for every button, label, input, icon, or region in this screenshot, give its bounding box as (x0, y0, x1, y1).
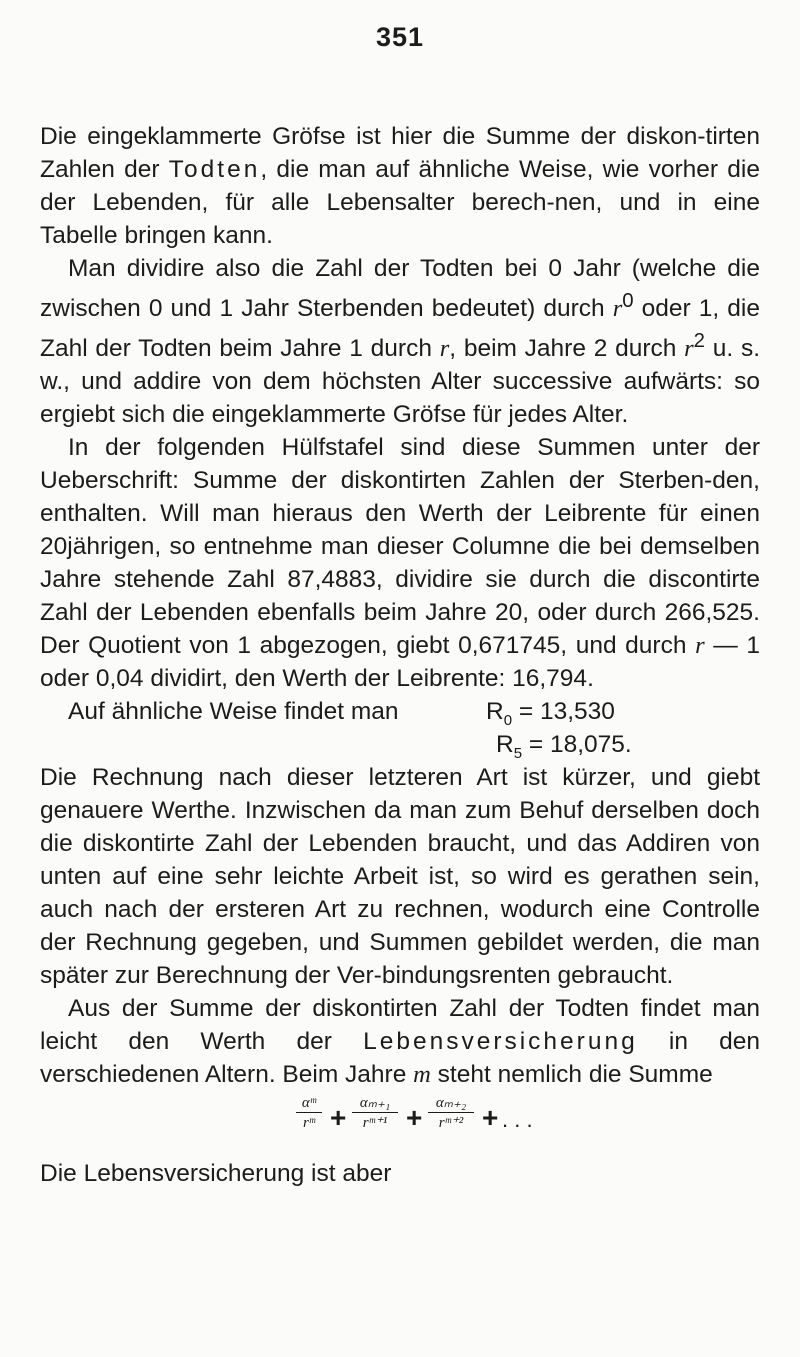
page-number: 351 (375, 22, 425, 52)
para3-r: r (695, 632, 705, 660)
paragraph-2 (40, 252, 760, 431)
term-1-denominator: rᵐ (302, 1115, 316, 1132)
series-formula (40, 1091, 760, 1157)
equation-r0-line (40, 695, 760, 728)
equation-intro: Auf ähnliche Weise findet man (68, 698, 399, 726)
r5-subscript: 5 (513, 745, 523, 763)
para2-text-a: Man dividire also die Zahl der Todten bei 0 Jahr (welche die zwischen 0 und 1 Jahr Sterbenden bedeutet) durch (40, 255, 760, 323)
closing-line: Die Lebensversicherung ist aber (40, 1160, 392, 1188)
para2-r-2: r (439, 335, 450, 363)
para2-sup0: 0 (622, 290, 634, 312)
para1-text-a: Die eingeklammerte Gröfse ist hier die Summe der diskon-tirten Zahlen der (40, 123, 760, 183)
para3-text-b: — 1 oder 0,04 dividirt, den Werth der Leibrente: 16,794. (40, 632, 760, 693)
fraction-term-1 (296, 1095, 322, 1131)
equation-r5 (496, 728, 632, 770)
para2-text-d: u. s. w., und addire von dem höchsten Alter successive aufwärts: so ergiebt sich die eingeklammerte Gröfse für jedes Alter. (40, 335, 760, 429)
term-2-denominator: rᵐ⁺¹ (362, 1115, 388, 1132)
para5-m: m (413, 1061, 431, 1089)
r0-symbol: R (486, 698, 504, 726)
r0-value: = 13,530 (512, 698, 615, 726)
paragraph-5 (40, 992, 760, 1091)
para2-text-b: oder 1, die Zahl der Todten beim Jahre 1 durch (40, 295, 760, 363)
paragraph-1 (40, 120, 760, 252)
page-body (40, 120, 760, 1190)
para2-text-c: , beim Jahre 2 durch (449, 335, 685, 363)
r0-subscript: 0 (503, 712, 513, 730)
r5-value: = 18,075. (522, 731, 632, 759)
para1-text-b: , die man auf ähnliche Weise, wie vorher die der Lebenden, für alle Lebensalter berech-nen, und in eine Tabelle bringen kann. (40, 156, 760, 249)
term-1-numerator: αᵐ (301, 1095, 317, 1112)
para2-r: r (612, 295, 623, 323)
term-3-denominator: rᵐ⁺² (438, 1115, 464, 1132)
fraction-term-3 (428, 1095, 474, 1131)
term-3-numerator: αₘ₊₂ (435, 1095, 467, 1112)
para5-text-b: in den verschiedenen Altern. Beim Jahre (40, 1028, 761, 1089)
para1-emph: Todten (168, 156, 261, 183)
equation-r5-line (40, 728, 760, 761)
para5-text-c: steht nemlich die Summe (430, 1061, 713, 1089)
para5-text-a: Aus der Summe der diskontirten Zahl der Todten findet man leicht den Werth der (40, 995, 760, 1056)
paragraph-3 (40, 431, 760, 695)
fraction-term-2 (352, 1095, 398, 1131)
plus-sign-1: + (330, 1102, 347, 1134)
term-2-numerator: αₘ₊₁ (359, 1095, 391, 1112)
fraction-bar (428, 1112, 474, 1113)
fraction-bar (352, 1112, 398, 1113)
para2-sup2: 2 (693, 330, 706, 353)
ellipsis: . . . (502, 1107, 533, 1133)
plus-sign-3: + (482, 1102, 499, 1134)
r5-symbol: R (496, 731, 514, 759)
fraction-bar (296, 1112, 322, 1113)
para5-emph: Lebensversicherung (363, 1028, 638, 1056)
plus-sign-2: + (406, 1102, 423, 1134)
para2-r-3: r (684, 335, 694, 363)
para3-text-a: In der folgenden Hülfstafel sind diese Summen unter der Ueberschrift: Summe der diskontirten Zahlen der Sterben-den, enthalten. Will man hieraus den Werth der Leibrente für einen 20jährigen, so entnehme man dieser Columne die bei demselben Jahre stehende Zahl 87,4883, dividire sie durch die discontirte Zahl der Lebenden ebenfalls beim Jahre 20, oder durch 266,525. Der Quotient von 1 abgezogen, giebt 0,671745, und durch (40, 434, 760, 660)
paragraph-4: Die Rechnung nach dieser letzteren Art ist kürzer, und giebt genauere Werthe. Inzwischen da man zum Behuf derselben doch die diskontirte Zahl der Lebenden braucht, und das Addiren von unten auf eine sehr leichte Arbeit ist, so wird es gerathen sein, auch nach der ersteren Art zu rechnen, wodurch eine Controlle der Rechnung gegeben, und Summen gebildet werden, die man später zur Berechnung der Ver-bindungsrenten gebraucht. (40, 764, 760, 990)
